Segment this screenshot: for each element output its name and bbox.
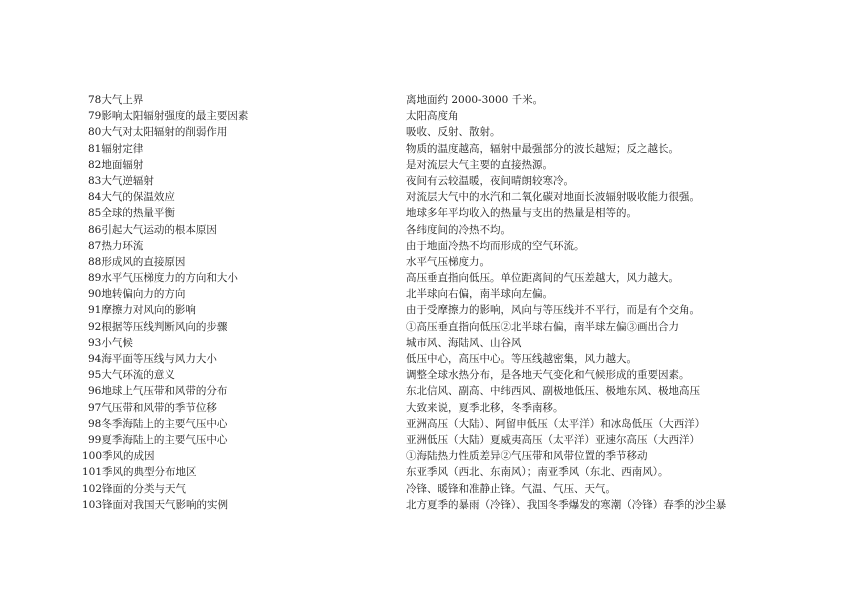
term-label: 79影响太阳辐射强度的最主要因素 (88, 110, 249, 123)
term-label: 101季风的典型分布地区 (82, 466, 197, 479)
table-row (0, 222, 860, 238)
table-row (0, 464, 860, 480)
table-row (0, 124, 860, 140)
term-label: 87热力环流 (88, 239, 144, 252)
definition-text: 东亚季风（西北、东南风）；南亚季风（东北、西南风）。 (406, 466, 669, 479)
table-row (0, 416, 860, 432)
table-row (0, 157, 860, 173)
table-row (0, 302, 860, 318)
term-label: 98冬季海陆上的主要气压中心 (88, 417, 228, 430)
table-row (0, 92, 860, 108)
definition-text: 太阳高度角 (406, 110, 459, 123)
term-label: 103锋面对我国天气影响的实例 (82, 498, 229, 511)
table-row (0, 108, 860, 124)
definition-text: 地球多年平均收入的热量与支出的热量是相等的。 (406, 207, 637, 220)
definition-text: 由于受摩擦力的影响，风向与等压线并不平行，而是有个交角。 (406, 304, 700, 317)
term-label: 92根据等压线判断风向的步骤 (88, 320, 228, 333)
definition-text: 北半球向右偏，南半球向左偏。 (406, 288, 553, 301)
definition-text: ①海陆热力性质差异②气压带和风带位置的季节移动 (406, 450, 648, 463)
term-label: 81辐射定律 (88, 142, 144, 155)
term-label: 97气压带和风带的季节位移 (88, 401, 217, 414)
term-label: 99夏季海陆上的主要气压中心 (88, 433, 228, 446)
definition-text: 夜间有云较温暖，夜间晴朗较寒冷。 (406, 174, 574, 187)
term-label: 80大气对太阳辐射的削弱作用 (88, 126, 228, 139)
table-row (0, 335, 860, 351)
term-label: 86引起大气运动的根本原因 (88, 223, 217, 236)
term-label: 94海平面等压线与风力大小 (88, 353, 217, 365)
term-label: 100季风的成因 (82, 450, 155, 463)
term-label: 78大气上界 (88, 94, 144, 106)
term-label: 88形成风的直接原因 (88, 255, 186, 268)
term-label: 102锋面的分类与天气 (82, 482, 187, 495)
table-row (0, 238, 860, 254)
definition-text: 亚洲高压（大陆）、阿留申低压（太平洋）和冰岛低压（大西洋） (406, 417, 706, 430)
definition-text: 由于地面冷热不均而形成的空气环流。 (406, 239, 585, 252)
table-row (0, 286, 860, 302)
definition-text: 低压中心，高压中心。等压线越密集，风力越大。 (406, 353, 637, 365)
term-label: 83大气逆辐射 (88, 174, 154, 187)
table-row (0, 448, 860, 464)
table-row (0, 319, 860, 335)
term-label: 82地面辐射 (88, 158, 144, 171)
term-label: 89水平气压梯度力的方向和大小 (88, 272, 238, 285)
definition-text: 离地面约 2000-3000 千米。 (406, 94, 544, 106)
definition-text: 冷锋、暖锋和准静止锋。气温、气压、天气。 (406, 482, 616, 495)
definition-text: 东北信风、副高、中纬西风、副极地低压、极地东风、极地高压 (406, 385, 700, 398)
term-label: 90地转偏向力的方向 (88, 288, 186, 301)
table-row (0, 205, 860, 221)
definition-text: 是对流层大气主要的直接热源。 (406, 158, 553, 171)
definition-text: 水平气压梯度力。 (406, 255, 490, 268)
term-label: 85全球的热量平衡 (88, 207, 175, 220)
table-row (0, 270, 860, 286)
table-row (0, 351, 860, 367)
definition-text: ①高压垂直指向低压②北半球右偏，南半球左偏③画出合力 (406, 320, 679, 333)
definition-text: 各纬度间的冷热不均。 (406, 223, 511, 236)
table-row (0, 173, 860, 189)
term-label: 95大气环流的意义 (88, 369, 175, 382)
definition-text: 高压垂直指向低压。单位距离间的气压差越大，风力越大。 (406, 272, 679, 285)
table-row (0, 497, 860, 513)
term-label: 96地球上气压带和风带的分布 (88, 385, 228, 398)
definition-text: 调整全球水热分布，是各地天气变化和气候形成的重要因素。 (406, 369, 690, 382)
table-row (0, 432, 860, 448)
definition-text: 物质的温度越高，辐射中最强部分的波长越短；反之越长。 (406, 142, 679, 155)
definition-text: 亚洲低压（大陆）夏威夷高压（太平洋）亚速尔高压（大西洋） (406, 433, 700, 446)
term-label: 91摩擦力对风向的影响 (88, 304, 196, 317)
definition-text: 对流层大气中的水汽和二氧化碳对地面长波辐射吸收能力很强。 (406, 191, 700, 204)
table-row (0, 367, 860, 383)
table-row (0, 141, 860, 157)
table-row (0, 383, 860, 399)
definition-text: 大致来说，夏季北移，冬季南移。 (406, 401, 564, 414)
definition-text: 城市风、海陆风、山谷风 (406, 336, 522, 349)
table-row (0, 254, 860, 270)
definition-text: 北方夏季的暴雨（冷锋）、我国冬季爆发的寒潮（冷锋）春季的沙尘暴 (406, 498, 727, 511)
table-row (0, 481, 860, 497)
term-label: 84大气的保温效应 (88, 191, 175, 204)
table-row (0, 400, 860, 416)
definition-text: 吸收、反射、散射。 (406, 126, 501, 139)
terms-table (0, 92, 860, 513)
table-row (0, 189, 860, 205)
term-label: 93小气候 (88, 336, 133, 349)
